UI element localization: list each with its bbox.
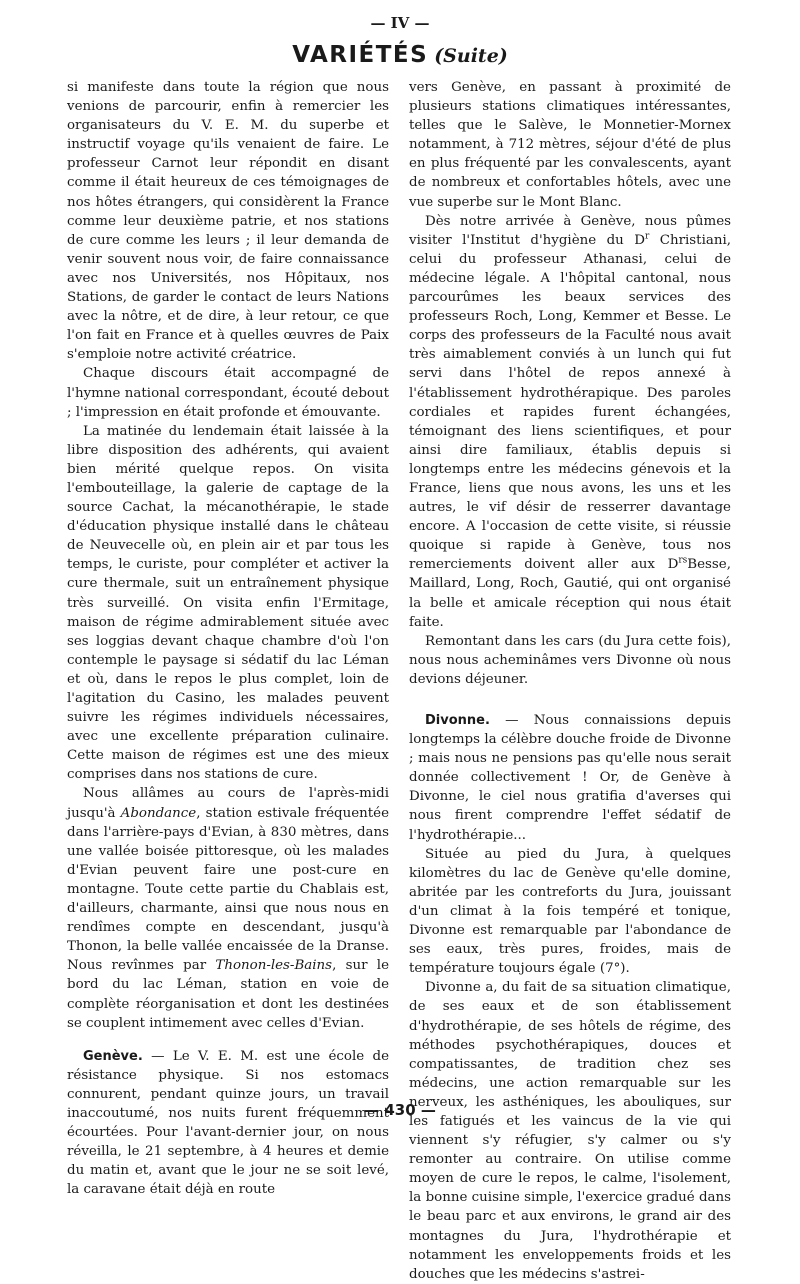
right-paragraph-2: [409, 212, 731, 632]
paragraph-text: Nous allâmes au cours de l'après-midi jusqu'à: [67, 786, 389, 821]
left-paragraph-2: Chaque discours était accompagné de l'hymne national correspondant, écouté debout ; l'impression en était profonde et émouvante.: [67, 366, 389, 420]
paragraph-text: Christiani, celui du professeur Athanasi, celui de médecine légale. A l'hôpital cantonal, nous parcourûmes les beaux services des professeurs Roch, Long, Kemmer et Besse. Le corps des professeurs de la Faculté nous avait très aimablement conviés à un lunch qui fut servi dans l'hôtel de repos annexé à l'établissement hydrothérapique. Des paroles cordiales et rapides furent échangées, témoignant des liens scientifiques, et pour ainsi dire familiaux, établis depuis si longtemps entre les médecins génevois et la France, liens que nous avons, les uns et les autres, le vif désir de resserrer davantage encore. A l'occasion de cette visite, si réussie quoique si rapide à Genève, tous nos remerciements doivent aller aux D: [409, 232, 731, 573]
paragraph-text: Dès notre arrivée à Genève, nous pûmes visiter l'Institut d'hygiène du D: [409, 213, 731, 248]
left-paragraph-3: La matinée du lendemain était laissée à la libre disposition des adhérents, qui avaient bien mérité quelque repos. On visita l'embouteillage, la galerie de captage de la source Cachat, la mécanothérapie, le stade d'éducation physique installé dans le château de Neuvecelle où, en plein air et par tous les temps, le curiste, pour compléter et activer la cure thermale, suit un entraînement physique très surveillé. On visita enfin l'Ermitage, maison de régime admirablement située avec ses loggias devant chaque chambre d'où l'on contemple le paysage si sédatif du lac Léman et où, dans le repos le plus complet, loin de l'agitation du Casino, les malades peuvent suivre les régimes individuels nécessaires, avec une excellente préparation culinaire. Cette maison de régimes est une des mieux comprises dans nos stations de cure.: [67, 423, 389, 783]
section-text-divonne: — Nous connaissions depuis longtemps la célèbre douche froide de Divonne ; mais nous ne pensions pas qu'elle nous serait donnée collectivement ! Or, de Genève à Divonne, le ciel nous gratifia d'averses qui nous firent comprendre l'effet sédatif de l'hydrothérapie...: [409, 713, 731, 843]
section-heading-divonne: Divonne.: [425, 713, 490, 728]
section-geneve: [67, 1047, 389, 1200]
right-paragraph-4: Située au pied du Jura, à quelques kilomètres du lac de Genève qu'elle domine, abritée par les contreforts du Jura, jouissant d'un climat à la fois tempéré et tonique, Divonne est remarquable par l'abondance de ses eaux, très pures, froides, mais de température toujours égale (7°).: [409, 846, 731, 977]
superscript: r: [645, 231, 650, 242]
paragraph-text: , station estivale fréquentée dans l'arrière-pays d'Evian, à 830 mètres, dans une vallée boisée pittoresque, où les malades d'Evian peuvent faire une post-cure en montagne. Toute cette partie du Chablais est, d'ailleurs, charmante, ainsi que nous nous en rendîmes compte en descendant, jusqu'à Thonon, la belle vallée encaissée de la Dranse. Nous revînmes par: [67, 805, 389, 974]
page-numeral: — IV —: [370, 14, 430, 32]
page-number: — 430 —: [364, 1101, 436, 1119]
left-column: [67, 78, 389, 1199]
left-paragraph-1: si manifeste dans toute la région que nous venions de parcourir, enfin à remercier les organisateurs du V. E. M. du superbe et instructif voyage qu'ils venaient de faire. Le professeur Carnot leur répondit en disant comme il était heureux de ces témoignages de nos hôtes étrangers, qui considèrent la France comme leur deuxième patrie, et nos stations de cure comme les leurs ; il leur demanda de venir souvent nous voir, de faire connaissance avec nos Universités, nos Hôpitaux, nos Stations, de garder le contact de leurs Nations avec la nôtre, et de dire, à leur retour, ce que l'on fait en France et à quelles œuvres de Paix s'emploie notre activité créatrice.: [67, 80, 389, 363]
right-paragraph-1: vers Genève, en passant à proximité de plusieurs stations climatiques intéressantes, telles que le Salève, le Monnetier-Mornex notamment, à 712 mètres, séjour d'été de plus en plus fréquenté par les convalescents, ayant de nombreux et confortables hôtels, avec une vue superbe sur le Mont Blanc.: [409, 80, 731, 210]
title-text: VARIÉTÉS: [292, 42, 429, 68]
place-name-thonon: Thonon-les-Bains: [215, 958, 333, 974]
superscript: rs: [678, 555, 688, 566]
place-name-abondance: Abondance: [120, 805, 197, 821]
paragraph-text: Besse, Maillard, Long, Roch, Gautié, qui ont organisé la belle et amicale réception qui nous était faite.: [409, 557, 731, 630]
paragraph-text: , sur le bord du lac Léman, station en voie de complète réorganisation et dont les destinées se couplent intimement avec celles d'Evian.: [67, 958, 389, 1031]
left-paragraph-4: [67, 784, 389, 1032]
right-paragraph-5: Divonne a, du fait de sa situation climatique, de ses eaux et de son établissement d'hydrothérapie, de ses hôtels de régime, des méthodes psychothérapiques, douces et compatissantes, de tradition chez ses médecins, une action remarquable sur les nerveux, les asthéniques, les abouliques, sur les fatigués et les vaincus de la vie qui viennent s'y réfugier, s'y calmer ou s'y remonter au contraire. On utilise comme moyen de cure le repos, le calme, l'isolement, la bonne cuisine simple, l'exercice gradué dans le beau parc et aux environs, le grand air des montagnes du Jura, l'hydrothérapie et notamment les enveloppements froids et les douches que les médecins s'astrei-: [409, 980, 731, 1282]
section-heading-geneve: Genève.: [83, 1048, 143, 1064]
section-divonne: [409, 711, 731, 845]
section-text-geneve: — Le V. E. M. est une école de résistance physique. Si nos estomacs connurent, pendant quinze jours, un travail inaccoutumé, nos nuits furent fréquemment écourtées. Pour l'avant-dernier jour, on nous réveilla, le 21 septembre, à 4 heures et demie du matin et, avant que le jour ne se soit levé, la caravane était déjà en route: [67, 1048, 389, 1198]
right-paragraph-3: Remontant dans les cars (du Jura cette fois), nous nous acheminâmes vers Divonne où nous devions déjeuner.: [409, 633, 731, 687]
title-suffix: (Suite): [434, 45, 508, 67]
page-title: [0, 42, 800, 68]
